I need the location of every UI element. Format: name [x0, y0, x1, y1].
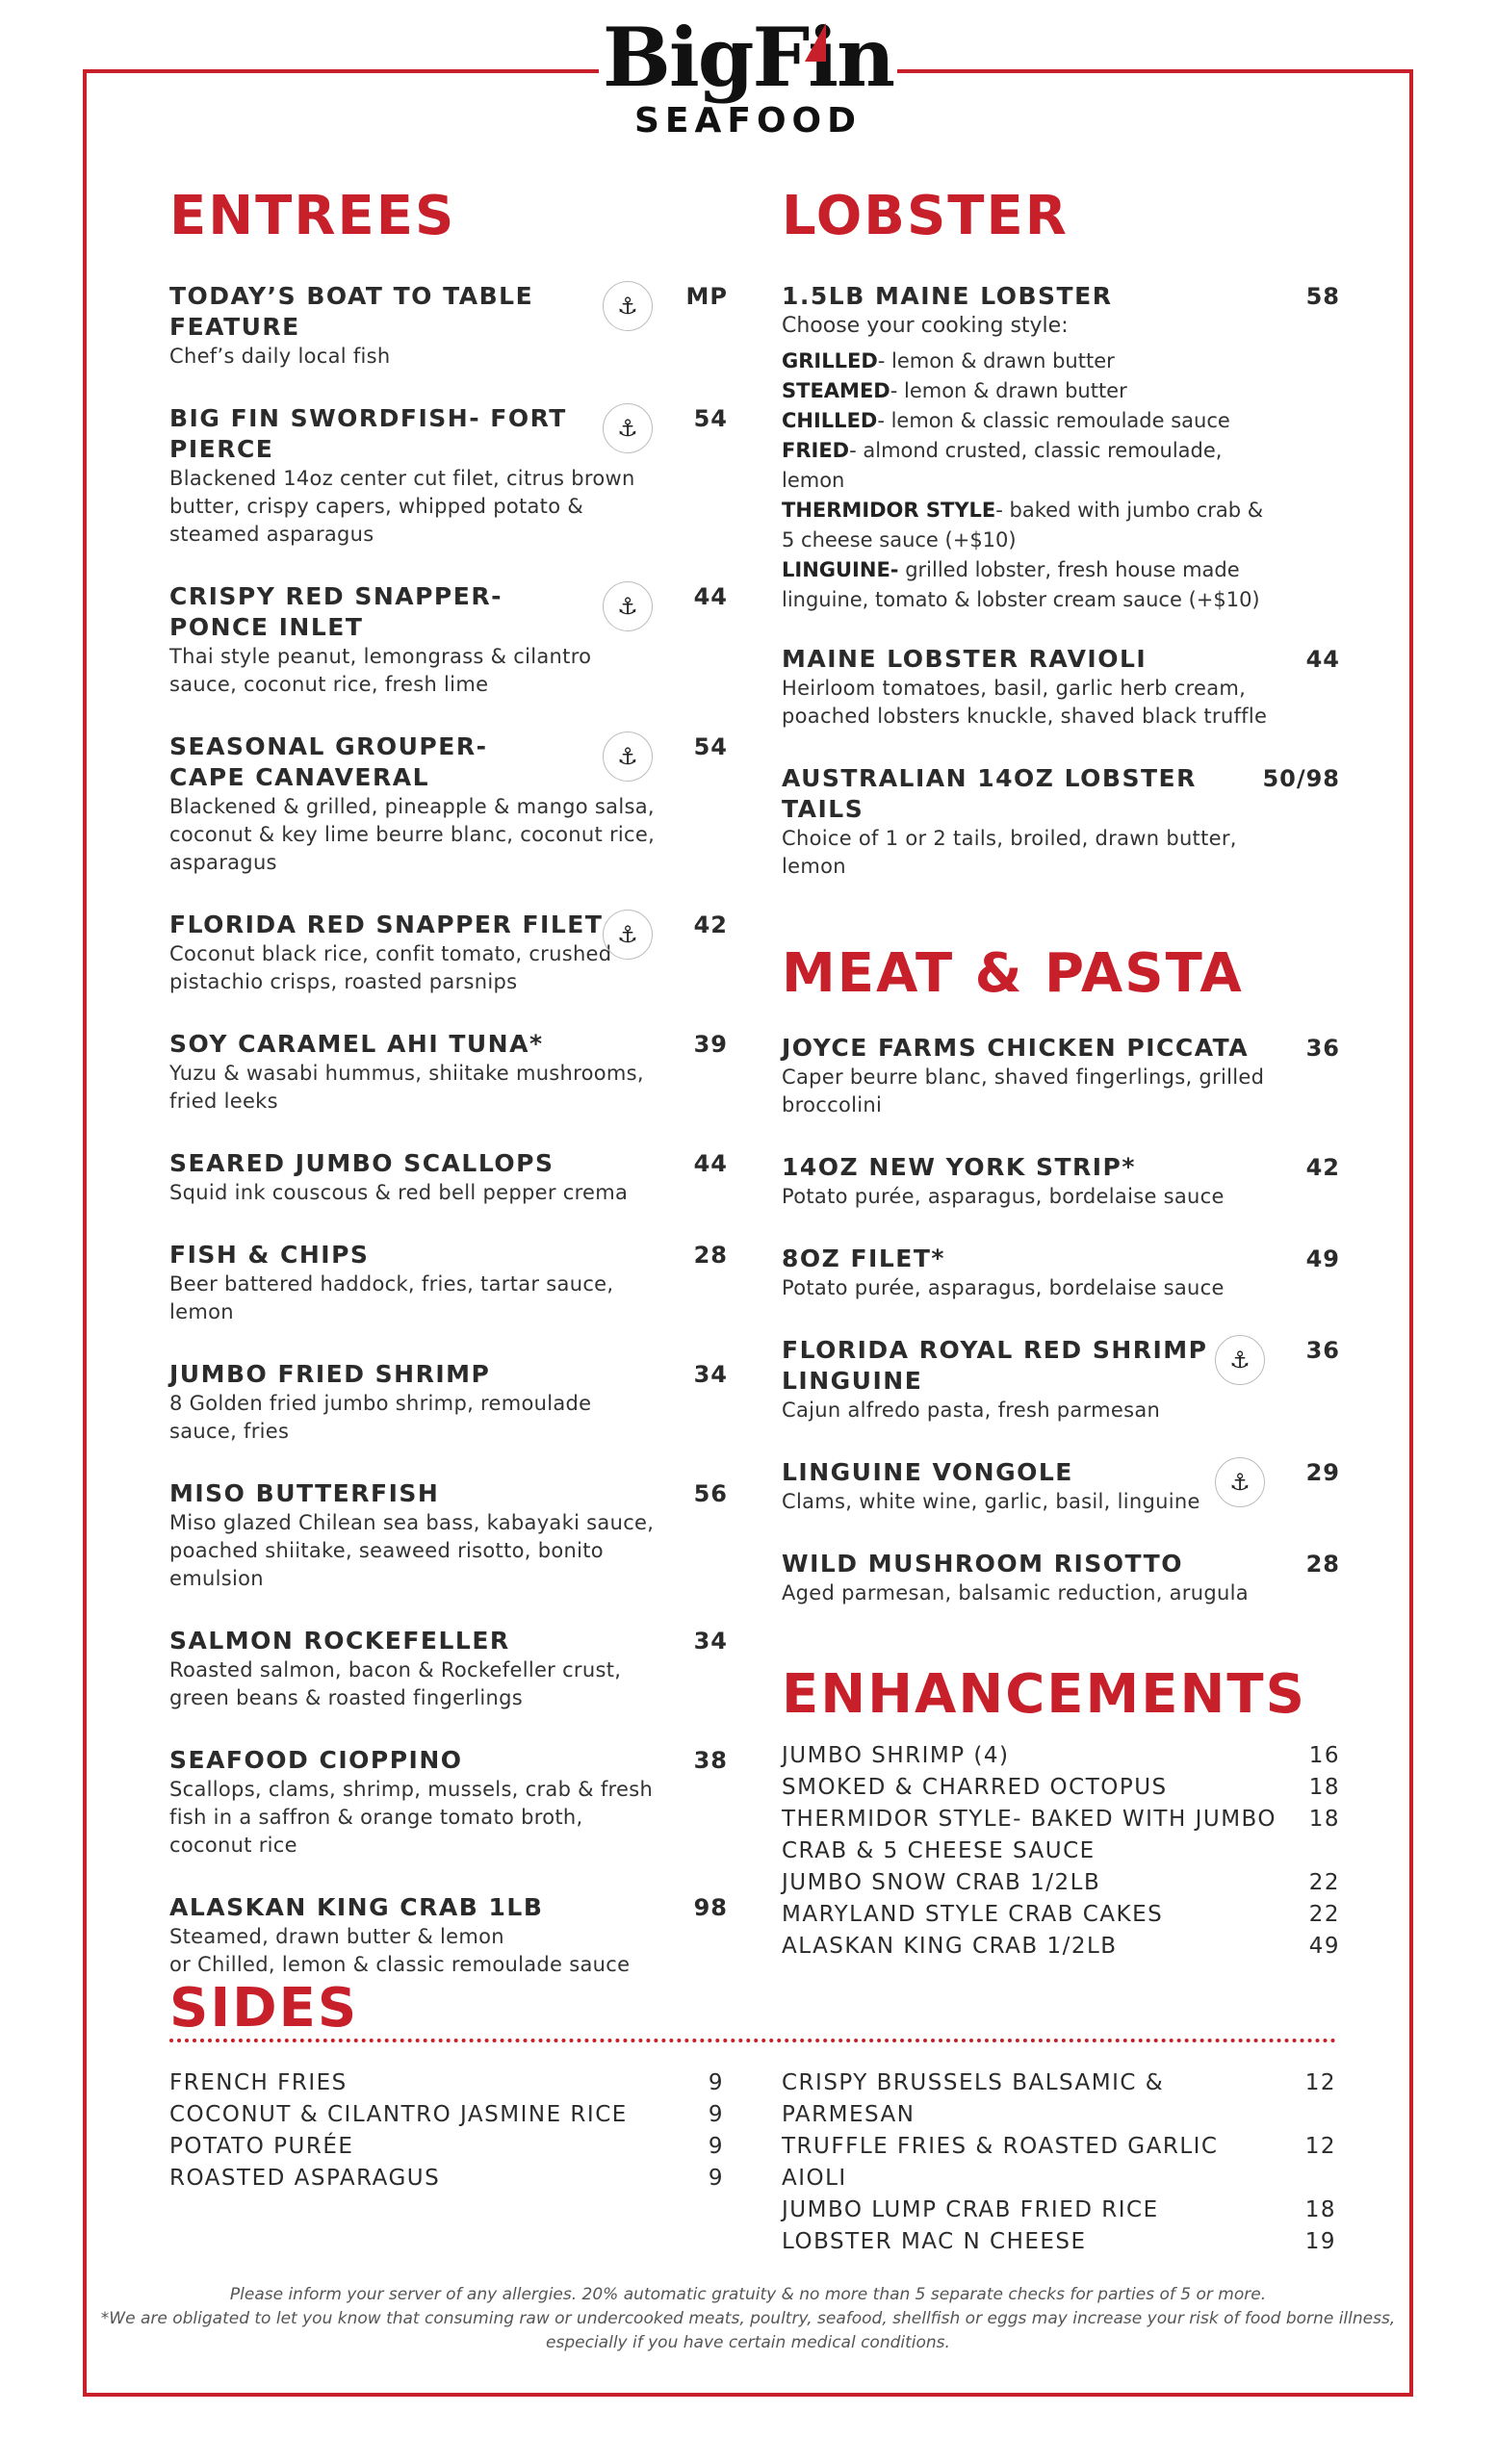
- row-price: 12: [1304, 2070, 1336, 2095]
- menu-item: [782, 1152, 1340, 1211]
- row-price: 9: [708, 2070, 724, 2095]
- item-price: 49: [1305, 1245, 1340, 1272]
- meat-pasta-list: [782, 1033, 1340, 1607]
- cooking-style-label: STEAMED: [782, 379, 890, 402]
- meat-pasta-title: MEAT & PASTA: [782, 942, 1244, 1005]
- item-name: MISO BUTTERFISH: [169, 1479, 440, 1507]
- side-row: [782, 2131, 1336, 2194]
- side-row: [169, 2131, 724, 2163]
- item-description: Blackened & grilled, pineapple & mango salsa, coconut & key lime beurre blanc, coconut rice, asparagus: [169, 795, 656, 874]
- row-price: [1282, 1835, 1340, 1867]
- item-name: AUSTRALIAN 14OZ LOBSTER TAILS: [782, 764, 1197, 823]
- right-column: [782, 183, 1340, 1963]
- side-row: [169, 2163, 724, 2194]
- fin-icon: [805, 23, 826, 62]
- item-name: SOY CARAMEL AHI TUNA*: [169, 1030, 544, 1058]
- item-description: Clams, white wine, garlic, basil, linguine: [782, 1490, 1200, 1513]
- item-description: Chef’s daily local fish: [169, 345, 391, 368]
- item-price: 98: [693, 1894, 728, 1921]
- lobster-title: LOBSTER: [782, 185, 1069, 247]
- item-price: 34: [693, 1628, 728, 1655]
- menu-item: [169, 732, 728, 877]
- item-name: WILD MUSHROOM RISOTTO: [782, 1550, 1183, 1578]
- row-name: POTATO PURÉE: [169, 2134, 354, 2159]
- item-price: 42: [1305, 1154, 1340, 1181]
- row-price: 18: [1308, 1775, 1340, 1800]
- row-price: 9: [708, 2102, 724, 2127]
- item-name: SEASONAL GROUPER- CAPE CANAVERAL: [169, 732, 488, 791]
- enhancement-row: [782, 1804, 1340, 1835]
- menu-item: [782, 1033, 1340, 1119]
- menu-item: [782, 1335, 1340, 1424]
- boat-to-table-seal-icon: ⚓: [603, 732, 653, 782]
- item-name: MAINE LOBSTER RAVIOLI: [782, 645, 1148, 673]
- cooking-style-prompt: Choose your cooking style:: [782, 314, 1069, 338]
- row-name: COCONUT & CILANTRO JASMINE RICE: [169, 2102, 628, 2127]
- footer-notice: [96, 2283, 1400, 2355]
- item-price: 44: [693, 583, 728, 610]
- boat-to-table-seal-icon: ⚓: [603, 281, 653, 331]
- menu-item: [169, 1892, 728, 1979]
- enhancement-row: [782, 1931, 1340, 1963]
- side-row: [782, 2067, 1336, 2131]
- maine-lobster-item: [782, 281, 1340, 615]
- item-description: Heirloom tomatoes, basil, garlic herb cream, poached lobsters knuckle, shaved black truffle: [782, 677, 1268, 728]
- row-name: THERMIDOR STYLE- BAKED WITH JUMBO: [782, 1807, 1277, 1832]
- menu-item: [169, 403, 728, 549]
- item-description: Cajun alfredo pasta, fresh parmesan: [782, 1399, 1161, 1422]
- item-description: Aged parmesan, balsamic reduction, arugula: [782, 1581, 1249, 1604]
- logo-wordmark: BigFin: [602, 10, 894, 105]
- cooking-style-label: CHILLED: [782, 409, 878, 432]
- row-name: LOBSTER MAC N CHEESE: [782, 2229, 1087, 2254]
- item-description: Choice of 1 or 2 tails, broiled, drawn butter, lemon: [782, 827, 1237, 878]
- sides-left-list: [169, 2067, 724, 2194]
- boat-to-table-seal-icon: ⚓: [1215, 1335, 1265, 1385]
- enhancement-row: [782, 1835, 1340, 1867]
- item-description: 8 Golden fried jumbo shrimp, remoulade sauce, fries: [169, 1392, 592, 1443]
- row-name: ALASKAN KING CRAB 1/2LB: [782, 1934, 1118, 1959]
- item-description: Potato purée, asparagus, bordelaise sauce: [782, 1185, 1225, 1208]
- cooking-style: [782, 436, 1273, 496]
- side-row: [169, 2067, 724, 2099]
- item-description: Roasted salmon, bacon & Rockefeller crust, green beans & roasted fingerlings: [169, 1658, 622, 1709]
- menu-item: [169, 1029, 728, 1116]
- row-name: FRENCH FRIES: [169, 2070, 348, 2095]
- enhancement-row: [782, 1772, 1340, 1804]
- cooking-style-label: GRILLED: [782, 349, 878, 372]
- footer-allergy-note: Please inform your server of any allergies. 20% automatic gratuity & no more than 5 separate checks for parties of 5 or more.: [229, 2285, 1267, 2304]
- menu-item: [169, 1359, 728, 1446]
- menu-item: [169, 1745, 728, 1860]
- row-name: MARYLAND STYLE CRAB CAKES: [782, 1902, 1164, 1927]
- boat-to-table-seal-icon: ⚓: [603, 581, 653, 631]
- item-price: 39: [693, 1031, 728, 1058]
- item-description: Steamed, drawn butter & lemon or Chilled, lemon & classic remoulade sauce: [169, 1925, 631, 1976]
- row-price: 19: [1304, 2229, 1336, 2254]
- item-description: Scallops, clams, shrimp, mussels, crab & fresh fish in a saffron & orange tomato broth, coconut rice: [169, 1778, 654, 1857]
- row-name: SMOKED & CHARRED OCTOPUS: [782, 1775, 1168, 1800]
- item-price: 28: [693, 1242, 728, 1269]
- row-price: 9: [708, 2134, 724, 2159]
- menu-item: [782, 763, 1340, 881]
- item-name: JOYCE FARMS CHICKEN PICCATA: [782, 1034, 1250, 1062]
- side-row: [169, 2099, 724, 2131]
- row-price: 12: [1304, 2134, 1336, 2159]
- item-price: MP: [685, 283, 728, 310]
- row-price: 18: [1308, 1807, 1340, 1832]
- item-description: Squid ink couscous & red bell pepper crema: [169, 1181, 629, 1204]
- item-name: FLORIDA RED SNAPPER FILET: [169, 911, 604, 938]
- item-description: Miso glazed Chilean sea bass, kabayaki sauce, poached shiitake, seaweed risotto, bonito emulsion: [169, 1511, 655, 1590]
- row-name: ROASTED ASPARAGUS: [169, 2166, 441, 2191]
- item-name: 1.5LB MAINE LOBSTER: [782, 282, 1113, 310]
- item-price: 34: [693, 1361, 728, 1388]
- item-name: BIG FIN SWORDFISH- FORT PIERCE: [169, 404, 567, 463]
- item-name: SEAFOOD CIOPPINO: [169, 1746, 463, 1774]
- menu-item: [782, 644, 1340, 731]
- cooking-style-label: THERMIDOR STYLE: [782, 499, 996, 522]
- row-price: 22: [1308, 1902, 1340, 1927]
- brand-logo: [599, 10, 897, 158]
- cooking-style: [782, 555, 1273, 615]
- item-price: 44: [1305, 646, 1340, 673]
- cooking-style-text: - lemon & drawn butter: [890, 379, 1127, 402]
- enhancements-title: ENHANCEMENTS: [782, 1663, 1306, 1726]
- row-name: JUMBO SHRIMP (4): [782, 1743, 1010, 1768]
- row-name: CRISPY BRUSSELS BALSAMIC & PARMESAN: [782, 2070, 1165, 2127]
- cooking-style-label: FRIED: [782, 439, 850, 462]
- menu-item: [782, 1457, 1340, 1516]
- item-name: FLORIDA ROYAL RED SHRIMP LINGUINE: [782, 1336, 1208, 1395]
- cooking-style: [782, 346, 1273, 376]
- menu-item: [169, 910, 728, 996]
- menu-item: [169, 1240, 728, 1326]
- item-price: 38: [693, 1747, 728, 1774]
- item-price: 29: [1305, 1459, 1340, 1486]
- item-price: 54: [693, 405, 728, 432]
- menu-item: [169, 1478, 728, 1593]
- sides-divider: [169, 2039, 1336, 2042]
- side-row: [782, 2226, 1336, 2258]
- menu-item: [169, 1148, 728, 1207]
- item-description: Blackened 14oz center cut filet, citrus brown butter, crispy capers, whipped potato & steamed asparagus: [169, 467, 635, 546]
- item-name: SALMON ROCKEFELLER: [169, 1627, 510, 1655]
- enhancement-row: [782, 1867, 1340, 1899]
- item-price: 36: [1305, 1337, 1340, 1364]
- cooking-style: [782, 496, 1273, 555]
- row-price: 9: [708, 2166, 724, 2191]
- row-price: 22: [1308, 1870, 1340, 1895]
- item-price: 50/98: [1262, 765, 1340, 792]
- item-price: 58: [1305, 283, 1340, 310]
- cooking-styles-list: [782, 346, 1273, 615]
- enhancements-list: [782, 1740, 1340, 1963]
- enhancement-row: [782, 1899, 1340, 1931]
- item-name: LINGUINE VONGOLE: [782, 1458, 1073, 1486]
- menu-item: [169, 581, 728, 699]
- item-price: 44: [693, 1150, 728, 1177]
- item-price: 42: [693, 911, 728, 938]
- item-name: ALASKAN KING CRAB 1LB: [169, 1893, 544, 1921]
- row-name: JUMBO LUMP CRAB FRIED RICE: [782, 2197, 1159, 2222]
- item-price: 56: [693, 1480, 728, 1507]
- item-name: SEARED JUMBO SCALLOPS: [169, 1149, 555, 1177]
- item-price: 36: [1305, 1035, 1340, 1062]
- row-name: JUMBO SNOW CRAB 1/2LB: [782, 1870, 1101, 1895]
- footer-raw-food-warning: *We are obligated to let you know that consuming raw or undercooked meats, poultry, seafood, shellfish or eggs may increase your risk of food borne illness, especially if you have certain medical conditions.: [100, 2309, 1396, 2352]
- item-description: Thai style peanut, lemongrass & cilantro sauce, coconut rice, fresh lime: [169, 645, 592, 696]
- item-description: Yuzu & wasabi hummus, shiitake mushrooms, fried leeks: [169, 1062, 644, 1113]
- item-name: CRISPY RED SNAPPER- PONCE INLET: [169, 582, 503, 641]
- cooking-style-label: LINGUINE-: [782, 558, 899, 581]
- row-price: 18: [1304, 2197, 1336, 2222]
- item-description: Potato purée, asparagus, bordelaise sauce: [782, 1276, 1225, 1299]
- item-description: Coconut black rice, confit tomato, crushed pistachio crisps, roasted parsnips: [169, 942, 612, 993]
- cooking-style-text: - baked with jumbo crab & 5 cheese sauce (+$10): [782, 499, 1264, 552]
- cooking-style: [782, 376, 1273, 406]
- cooking-style: [782, 406, 1273, 436]
- entrees-list: [169, 281, 728, 1979]
- item-name: 14OZ NEW YORK STRIP*: [782, 1153, 1136, 1181]
- row-name: TRUFFLE FRIES & ROASTED GARLIC AIOLI: [782, 2134, 1219, 2191]
- menu-item: [782, 1244, 1340, 1302]
- sides-right-list: [782, 2067, 1336, 2258]
- cooking-style-text: - lemon & drawn butter: [877, 349, 1115, 372]
- logo-subtitle: SEAFOOD: [633, 101, 863, 141]
- cooking-style-text: - lemon & classic remoulade sauce: [877, 409, 1230, 432]
- side-row: [782, 2194, 1336, 2226]
- menu-item: [782, 1549, 1340, 1607]
- entrees-section: [169, 183, 728, 1979]
- item-name: TODAY’S BOAT TO TABLE FEATURE: [169, 282, 534, 341]
- item-name: 8OZ FILET*: [782, 1245, 945, 1272]
- lobster-list: [782, 644, 1340, 881]
- menu-item: [169, 281, 728, 371]
- item-description: Beer battered haddock, fries, tartar sauce, lemon: [169, 1272, 614, 1323]
- item-price: 28: [1305, 1551, 1340, 1578]
- item-name: JUMBO FRIED SHRIMP: [169, 1360, 491, 1388]
- row-price: 16: [1308, 1743, 1340, 1768]
- boat-to-table-seal-icon: ⚓: [603, 403, 653, 453]
- item-name: FISH & CHIPS: [169, 1241, 370, 1269]
- row-name: CRAB & 5 CHEESE SAUCE: [782, 1838, 1096, 1863]
- boat-to-table-seal-icon: ⚓: [603, 910, 653, 960]
- menu-item: [169, 1626, 728, 1712]
- boat-to-table-seal-icon: ⚓: [1215, 1457, 1265, 1507]
- entrees-title: ENTREES: [169, 185, 456, 247]
- row-price: 49: [1308, 1934, 1340, 1959]
- item-price: 54: [693, 733, 728, 760]
- item-description: Caper beurre blanc, shaved fingerlings, grilled broccolini: [782, 1065, 1265, 1116]
- sides-title: SIDES: [169, 1977, 359, 2040]
- cooking-style-text: - almond crusted, classic remoulade, lemon: [782, 439, 1223, 492]
- enhancement-row: [782, 1740, 1340, 1772]
- cooking-style-text: grilled lobster, fresh house made linguine, tomato & lobster cream sauce (+$10): [782, 558, 1260, 611]
